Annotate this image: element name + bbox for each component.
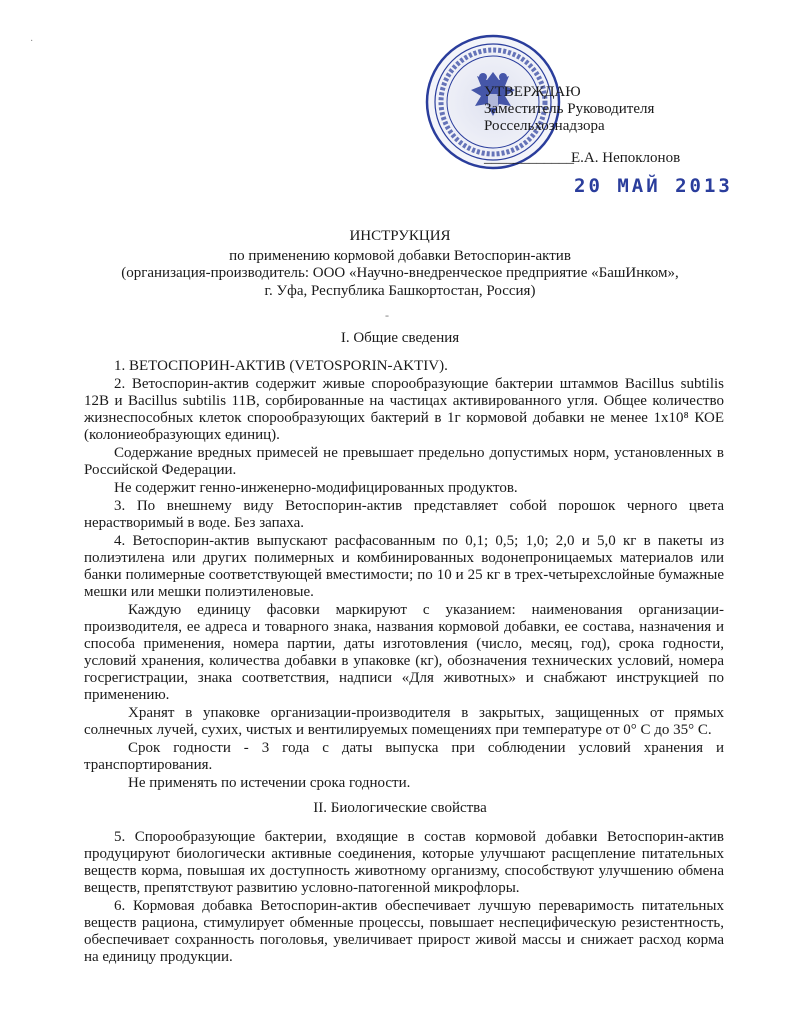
- paragraph-5: 3. По внешнему виду Ветоспорин-актив представляет собой порошок черного цвета нерастворимый в воде. Без запаха.: [84, 498, 724, 531]
- manufacturer-line: (организация-производитель: ООО «Научно-внедренческое предприятие «БашИнком»,: [121, 265, 679, 281]
- paragraph-9: Срок годности - 3 года с даты выпуска при соблюдении условий хранения и транспортирования.: [84, 740, 724, 773]
- signature-line: ____________: [484, 150, 574, 166]
- approval-position-2: Россельхознадзора: [484, 118, 605, 134]
- section-heading-bio: II. Биологические свойства: [313, 800, 487, 816]
- document-title: ИНСТРУКЦИЯ: [349, 228, 451, 244]
- manufacturer-location: г. Уфа, Республика Башкортостан, Россия): [264, 283, 536, 299]
- section-general-body: [84, 358, 724, 792]
- paragraph-bio-2: 6. Кормовая добавка Ветоспорин-актив обеспечивает лучшую переваримость питательных веществ рациона, стимулирует обменные процессы, повышает неспецифическую резистентность, обеспечивает сохранность поголовья, увеличивает прирост живой массы и снижает расход корма на единицу продукции.: [84, 898, 724, 965]
- paragraph-1: 1. ВЕТОСПОРИН-АКТИВ (VETOSPORIN-AKTIV).: [114, 358, 448, 374]
- document-subtitle: по применению кормовой добавки Ветоспорин-актив: [229, 248, 571, 264]
- paragraph-3: Содержание вредных примесей не превышает предельно допустимых норм, установленных в Российской Федерации.: [84, 445, 724, 478]
- approval-word: УТВЕРЖДАЮ: [484, 84, 581, 100]
- paragraph-2: 2. Ветоспорин-актив содержит живые спорообразующие бактерии штаммов Bacillus subtilis 12В и Bacillus subtilis 11В, сорбированные на частицах активированного угля. Общее количество жизнеспособных клеток спорообразующих бактерий в 1г кормовой добавки не менее 1х10⁸ КОЕ (колониеобразующих единиц).: [84, 376, 724, 443]
- separator-mark: -: [385, 308, 389, 322]
- approval-block: [484, 84, 654, 135]
- scan-mark: ·: [30, 36, 34, 47]
- paragraph-6: 4. Ветоспорин-актив выпускают расфасованным по 0,1; 0,5; 1,0; 2,0 и 5,0 кг в пакеты из полиэтилена или других полимерных и комбинированных водонепроницаемых материалов или банки полимерные соответствующей вместимости; по 10 и 25 кг в трех-четырехслойные бумажные мешки или мешки полиэтиленовые.: [84, 533, 724, 600]
- section-heading-general: I. Общие сведения: [340, 330, 460, 346]
- signatory-name: Е.А. Непоклонов: [571, 150, 681, 166]
- paragraph-8: Хранят в упаковке организации-производителя в закрытых, защищенных от прямых солнечных лучей, сухих, чистых и вентилируемых помещениях при температуре от 0° С до 35° С.: [84, 705, 724, 738]
- section-bio-body: [84, 829, 724, 966]
- paragraph-10: Не применять по истечении срока годности.: [128, 775, 411, 791]
- paragraph-7: Каждую единицу фасовки маркируют с указанием: наименования организации-производителя, ее адреса и товарного знака, названия кормовой добавки, ее состава, назначения и способа применения, номера партии, даты изготовления (число, месяц, год), срока годности, условий хранения, количества добавки в упаковке (кг), обозначения технических условий, номера госрегистрации, знака соответствия, надписи «Для животных» и снабжают инструкцией по применению.: [84, 602, 724, 703]
- paragraph-bio-1: 5. Спорообразующие бактерии, входящие в состав кормовой добавки Ветоспорин-актив продуцируют биологически активные соединения, которые улучшают расщепление питательных веществ корма, повышая их доступность животному организму, способствуют улучшению обмена веществ, препятствуют развитию условно-патогенной микрофлоры.: [84, 829, 724, 896]
- date-stamp: 20 МАЙ 2013: [574, 175, 733, 197]
- approval-position-1: Заместитель Руководителя: [484, 101, 655, 117]
- paragraph-4: Не содержит генно-инженерно-модифицированных продуктов.: [114, 480, 518, 496]
